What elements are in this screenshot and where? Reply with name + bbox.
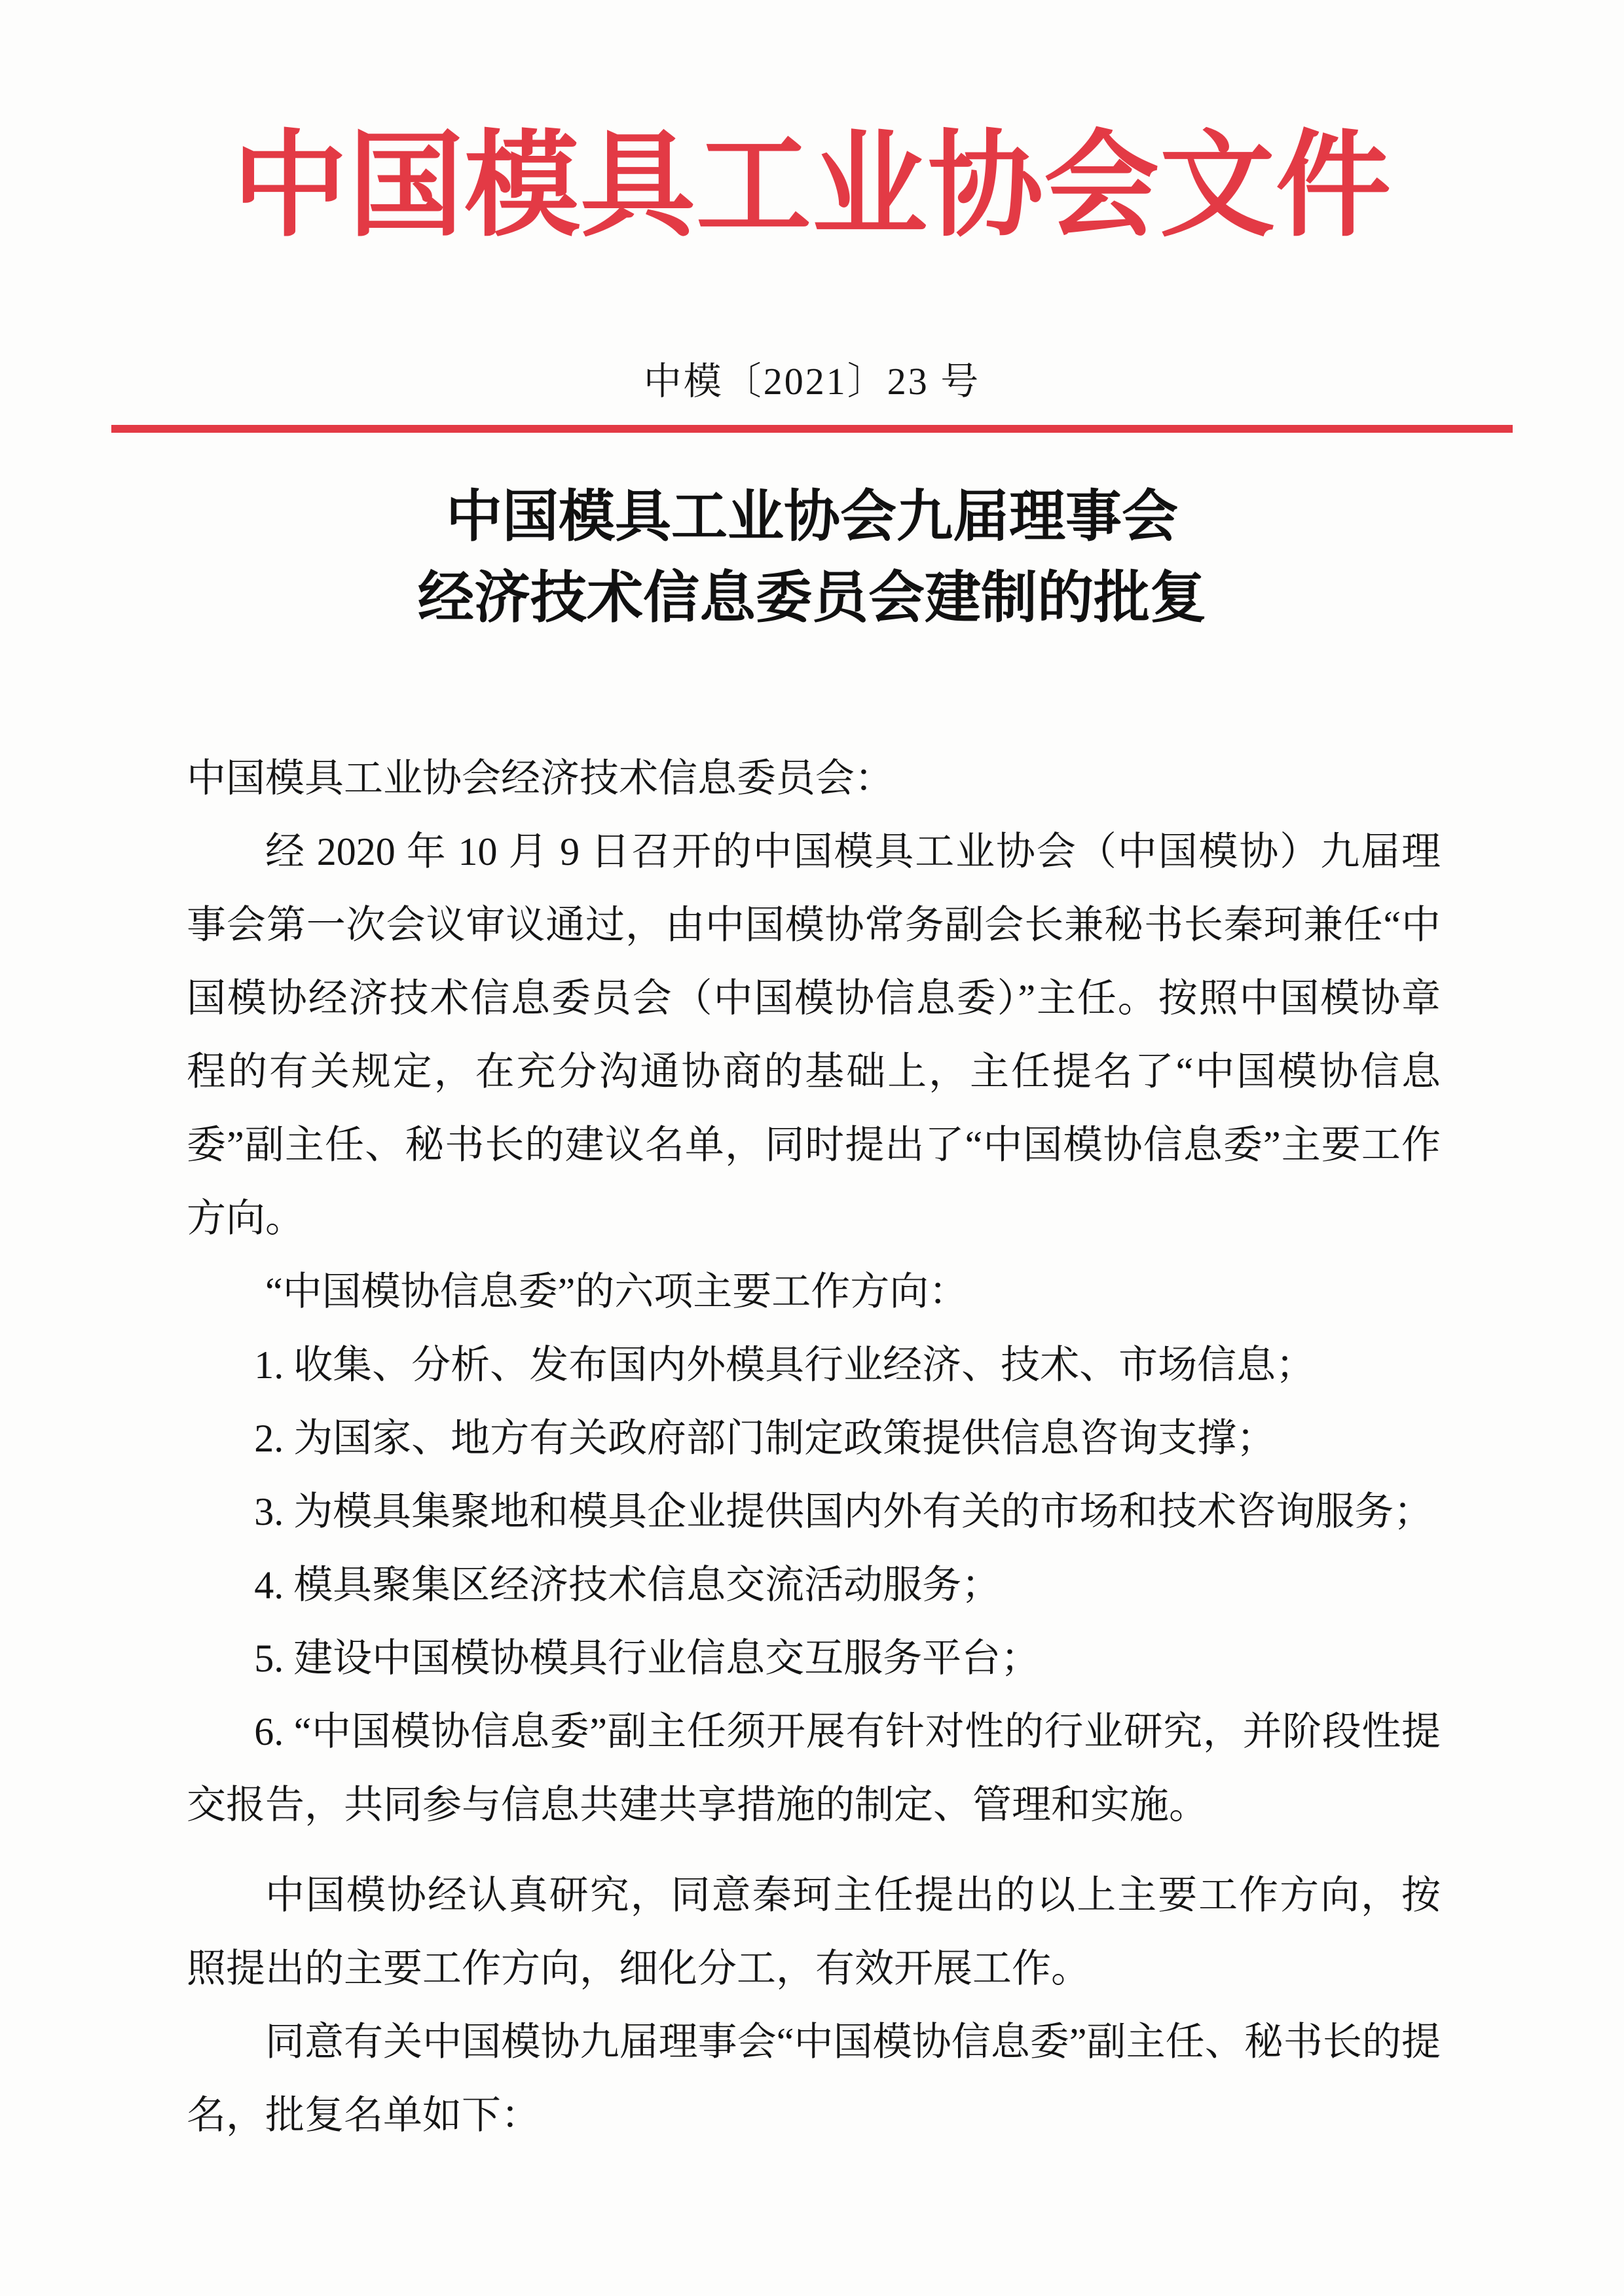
list-item-6: 6. “中国模协信息委”副主任须开展有针对性的行业研究，并阶段性提交报告，共同参与信息共建共享措施的制定、管理和实施。 bbox=[187, 1710, 1441, 1827]
red-divider-rule bbox=[111, 425, 1513, 433]
document-title bbox=[0, 476, 1624, 638]
salutation-line: 中国模具工业协会经济技术信息委员会： bbox=[187, 757, 894, 801]
body-paragraph-agreement: 中国模协经认真研究，同意秦珂主任提出的以上主要工作方向，按照提出的主要工作方向，细化分工，有效开展工作。 bbox=[187, 1874, 1441, 1991]
masthead-title: 中国模具工业协会文件 bbox=[232, 123, 1392, 251]
body-paragraph-approval-background: 经 2020 年 10 月 9 日召开的中国模具工业协会（中国模协）九届理事会第一次会议审议通过，由中国模协常务副会长兼秘书长秦珂兼任“中国模协经济技术信息委员会（中国模协信息委）”主任。按照中国模协章程的有关规定，在充分沟通协商的基础上，主任提名了“中国模协信息委”副主任、秘书长的建议名单，同时提出了“中国模协信息委”主要工作方向。 bbox=[187, 830, 1441, 1241]
document-body bbox=[187, 742, 1441, 2152]
list-item-5: 5. 建设中国模协模具行业信息交互服务平台； bbox=[254, 1637, 1041, 1681]
list-item-1: 1. 收集、分析、发布国内外模具行业经济、技术、市场信息； bbox=[254, 1343, 1316, 1387]
list-item-3: 3. 为模具集聚地和模具企业提供国内外有关的市场和技术咨询服务； bbox=[254, 1490, 1433, 1534]
body-paragraph-nomination: 同意有关中国模协九届理事会“中国模协信息委”副主任、秘书长的提名，批复名单如下： bbox=[187, 2020, 1441, 2138]
list-item-4: 4. 模具聚集区经济技术信息交流活动服务； bbox=[254, 1563, 1001, 1607]
document-number: 中模〔2021〕23 号 bbox=[643, 360, 981, 403]
document-title-line-1: 中国模具工业协会九届理事会 bbox=[446, 485, 1178, 549]
list-item-2: 2. 为国家、地方有关政府部门制定政策提供信息咨询支撑； bbox=[254, 1417, 1276, 1461]
document-title-line-2: 经济技术信息委员会建制的批复 bbox=[418, 566, 1206, 630]
body-paragraph-six-directions-intro: “中国模协信息委”的六项主要工作方向： bbox=[265, 1270, 969, 1314]
